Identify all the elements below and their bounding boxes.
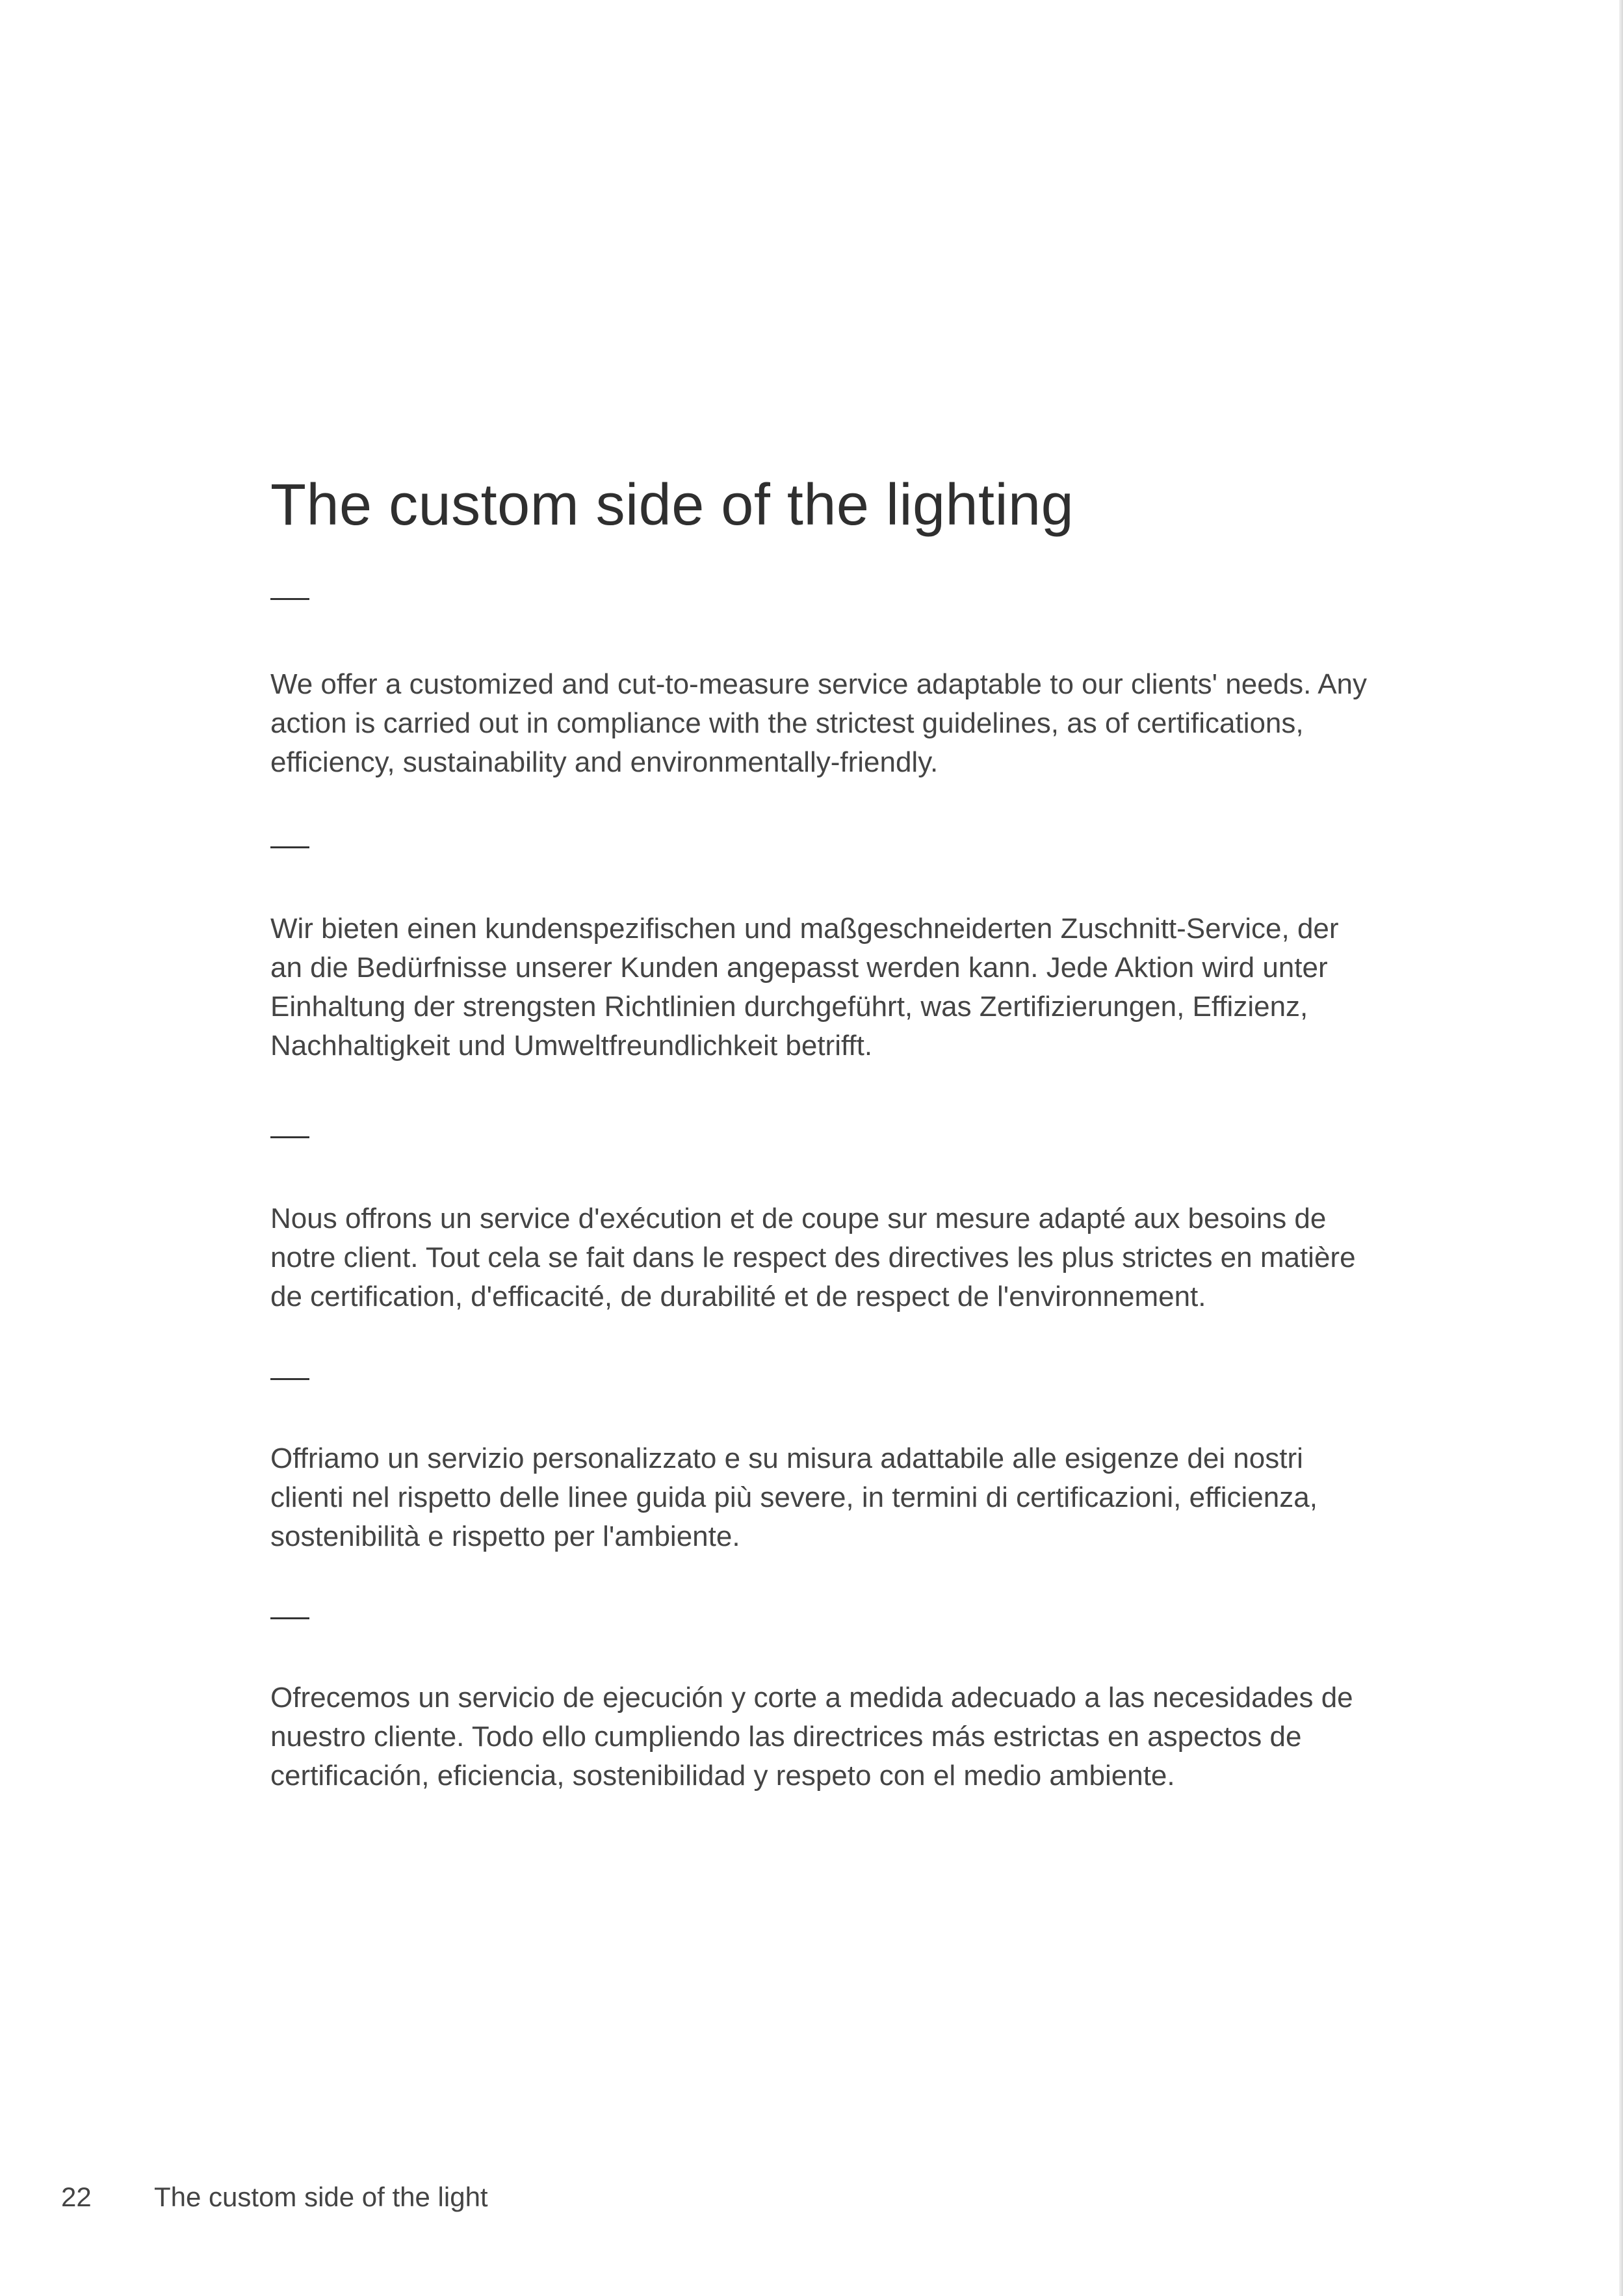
separator-dash [270,1378,309,1380]
footer-section-title: The custom side of the light [154,2182,488,2212]
separator-dash [270,1136,309,1138]
page-edge-shadow [1619,0,1623,2296]
paragraph-italian: Offriamo un servizio personalizzato e su misura adattabile alle esigenze dei nostri clienti nel rispetto delle linee guida più severe, in termini di certificazioni, efficienza, sostenibilità e rispetto per l'ambiente. [270,1442,1318,1552]
page-number: 22 [61,2182,92,2212]
paragraph-german: Wir bieten einen kundenspezifischen und maßgeschneiderten Zuschnitt-Service, der an die Bedürfnisse unserer Kunden angepasst werden kann. Jede Aktion wird unter Einhaltung der strengsten Richtlinien durchgeführt, was Zertifizierungen, Effizienz, Nachhaltigkeit und Umweltfreundlichkeit betrifft. [270,913,1339,1062]
separator-dash [270,1617,309,1619]
paragraph-french: Nous offrons un service d'exécution et de coupe sur mesure adapté aux besoins de notre client. Tout cela se fait dans le respect des directives les plus strictes en matière de certification, d'efficacité, de durabilité et de respect de l'environnement. [270,1203,1356,1312]
paragraph-english: We offer a customized and cut-to-measure service adaptable to our clients' needs. Any action is carried out in compliance with the strictest guidelines, as of certifications, efficiency, sustainability and environmentally-friendly. [270,668,1368,778]
separator-dash [270,846,309,848]
separator-dash [270,598,309,600]
page-title: The custom side of the lighting [270,473,1074,538]
paragraph-spanish: Ofrecemos un servicio de ejecución y corte a medida adecuado a las necesidades de nuestro cliente. Todo ello cumpliendo las directrices más estrictas en aspectos de certificación, eficiencia, sostenibilidad y respeto con el medio ambiente. [270,1682,1353,1792]
